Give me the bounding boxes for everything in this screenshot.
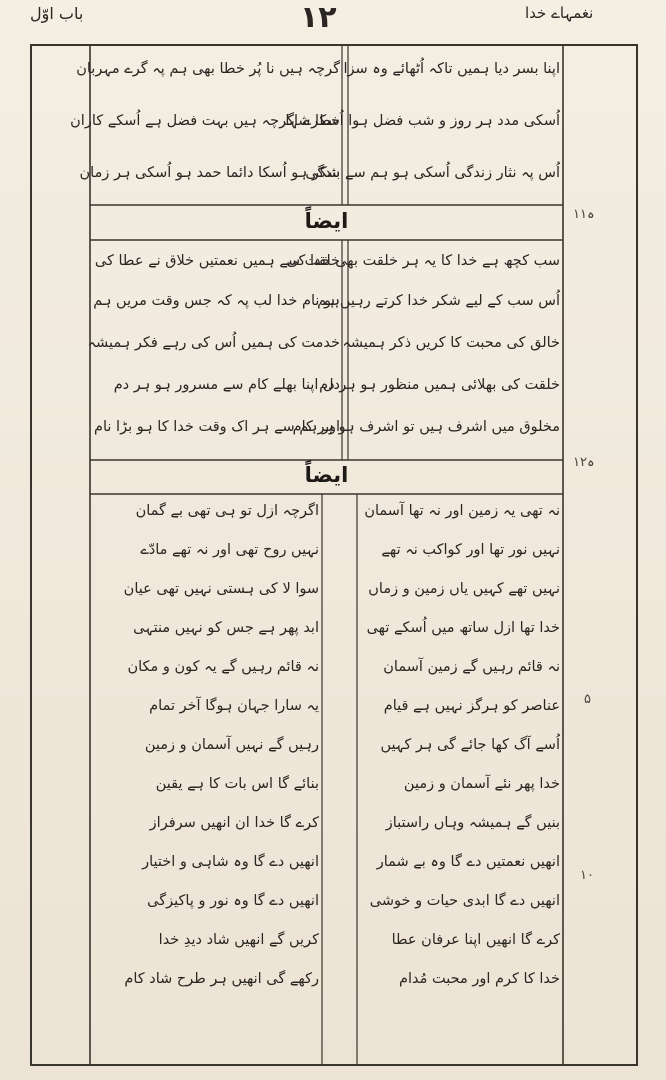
section-heading-2: ایضاً — [304, 463, 349, 487]
verse-line: کریں گے انھیں شاد دیدِ خدا — [158, 932, 319, 948]
verse-line: انھیں دے گا وہ شاہی و اختیار — [142, 854, 319, 870]
verse-line: مخلوق میں اشرف ہیں تو اشرف ہو ہر کام — [292, 419, 560, 435]
chapter-header: باب اوّل — [30, 4, 84, 23]
margin-mark-1: ۱۱ہ — [573, 207, 595, 222]
verse-line: اپنا بسر دیا ہمیں تاکہ اُٹھائے وہ سزا — [343, 61, 560, 77]
verse-line: ہو نام خدا لب پہ کہ جس وقت مریں ہم — [93, 293, 340, 309]
verse-line: خدا پھر نئے آسمان و زمین — [403, 776, 560, 792]
section-heading-1: ایضاً — [304, 209, 349, 233]
verse-line: کرے گا خدا ان انھیں سرفراز — [149, 815, 319, 831]
verse-line: خلقت سے ہمیں نعمتیں خلاق نے عطا کی — [94, 253, 340, 269]
verse-line: بنیں گے ہمیشہ وہاں راستباز — [385, 815, 560, 831]
margin-mark-2: ۱۲ہ — [573, 455, 595, 470]
verse-line: رہیں گے نہیں آسمان و زمین — [144, 737, 319, 753]
verse-line: نہ قائم رہیں گے زمین آسمان — [383, 659, 560, 675]
verse-line: ابد پھر ہے جس کو نہیں منتہی — [133, 620, 319, 636]
page-number: ۱۲ — [300, 0, 337, 35]
verse-line: انھیں دے گا ابدی حیات و خوشی — [369, 893, 560, 909]
verse-line: نہیں نور تھا اور کواکب نہ تھے — [381, 542, 560, 558]
verse-line: عناصر کو ہرگز نہیں ہے قیام — [383, 698, 560, 714]
verse-line: اُسکی مدد ہر روز و شب فضل ہوا اُسکا شہا — [285, 113, 560, 129]
verse-line: سوا لا کی ہستی نہیں تھی عیان — [123, 581, 319, 597]
verse-line: خدمت کی ہمیں اُس کی رہے فکر ہمیشہ — [87, 335, 340, 351]
verse-line: یہ سارا جہان ہوگا آخر تمام — [149, 698, 319, 714]
verse-line: سب کچھ ہے خدا کا یہ ہر خلقت بھی خدا کی — [286, 253, 560, 269]
verse-line: اُس پہ نثار زندگی اُسکی ہو ہم سے بندگی — [305, 165, 560, 181]
verse-line: رکھے گی انھیں ہر طرح شاد کام — [124, 971, 319, 987]
verse-line: نہیں تھے کہیں یاں زمین و زماں — [368, 581, 560, 597]
verse-line: خالق کی محبت کا کریں ذکر ہمیشہ — [342, 335, 560, 351]
verse-line: خدا تھا ازل ساتھ میں اُسکے تھی — [366, 620, 560, 636]
verse-line: نہ تھی یہ زمین اور نہ تھا آسمان — [364, 503, 560, 519]
verse-line: دل اپنا بھلے کام سے مسرور ہو ہر دم — [113, 377, 340, 393]
margin-mark-4: ۱۰ — [580, 868, 594, 883]
verse-line: انھیں دے گا وہ نور و پاکیزگی — [147, 893, 319, 909]
verse-line: شکر ہو اُسکا دائما حمد ہو اُسکی ہر زمان — [79, 165, 340, 181]
verse-line: اور ہم سے ہر اک وقت خدا کا ہو بڑا نام — [94, 419, 340, 435]
verse-line: اُسے آگ کھا جائے گی ہر کہیں — [380, 737, 560, 753]
verse-line: اگرچہ ازل تو ہی تھی بے گمان — [135, 503, 319, 519]
verse-line: بنائے گا اس بات کا ہے یقین — [155, 776, 319, 792]
verse-line: نہ قائم رہیں گے یہ کون و مکان — [127, 659, 319, 675]
verse-line: خلقت کی بھلائی ہمیں منظور ہو ہر دم — [319, 377, 560, 393]
verse-line: گرچہ ہیں نا پُر خطا بھی ہم پہ گرے مہربان — [76, 61, 340, 77]
verse-line: خطرے اگرچہ ہیں بہت فضل ہے اُسکے کاران — [70, 113, 340, 129]
book-title-header: نغمہاے خدا — [525, 4, 594, 22]
verse-line: خدا کا کرم اور محبت مُدام — [398, 971, 560, 987]
margin-mark-3: ۵ — [584, 692, 591, 707]
verse-line: اُس سب کے لیے شکر خدا کرتے رہیں ہم — [317, 293, 560, 309]
verse-line: کرے گا انھیں اپنا عرفان عطا — [391, 932, 560, 948]
verse-line: نہیں روح تھی اور نہ تھے مادّے — [140, 542, 319, 558]
verse-line: انھیں نعمتیں دے گا وہ بے شمار — [376, 854, 560, 870]
